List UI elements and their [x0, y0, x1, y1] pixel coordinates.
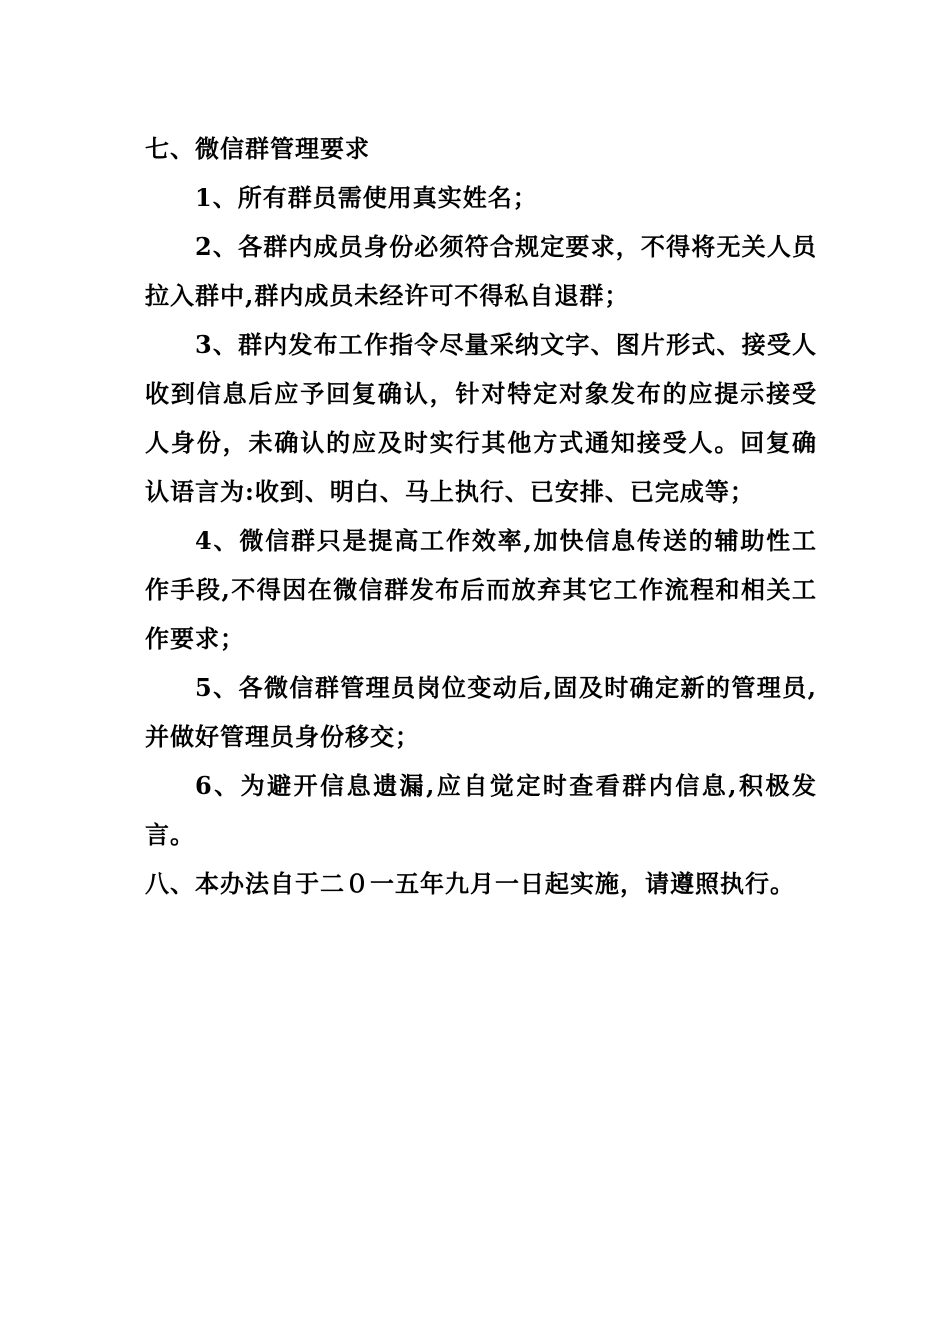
rule-item-6: 6、为避开信息遗漏,应自觉定时查看群内信息,积极发言。 — [145, 771, 817, 849]
rule-item-5: 5、各微信群管理员岗位变动后,固及时确定新的管理员,并做好管理员身份移交； — [145, 673, 817, 751]
section-7-heading: 七、微信群管理要求 — [145, 134, 370, 163]
rule-item-3: 3、群内发布工作指令尽量采纳文字、图片形式、接受人收到信息后应予回复确认，针对特定对象发布的应提示接受人身份，未确认的应及时实行其他方式通知接受人。回复确认语言为:收到、明白、马上执行、已安排、已完成等； — [145, 330, 817, 506]
rule-item-1: 1、所有群员需使用真实姓名； — [195, 183, 538, 212]
rule-item-4: 4、微信群只是提高工作效率,加快信息传送的辅助性工作手段,不得因在微信群发布后而放弃其它工作流程和相关工作要求； — [145, 526, 817, 653]
rule-item-2: 2、各群内成员身份必须符合规定要求，不得将无关人员拉入群中,群内成员未经许可不得私自退群； — [145, 232, 817, 310]
section-8-text: 八、本办法自于二０一五年九月一日起实施，请遵照执行。 — [145, 869, 795, 898]
document-body — [145, 124, 817, 908]
